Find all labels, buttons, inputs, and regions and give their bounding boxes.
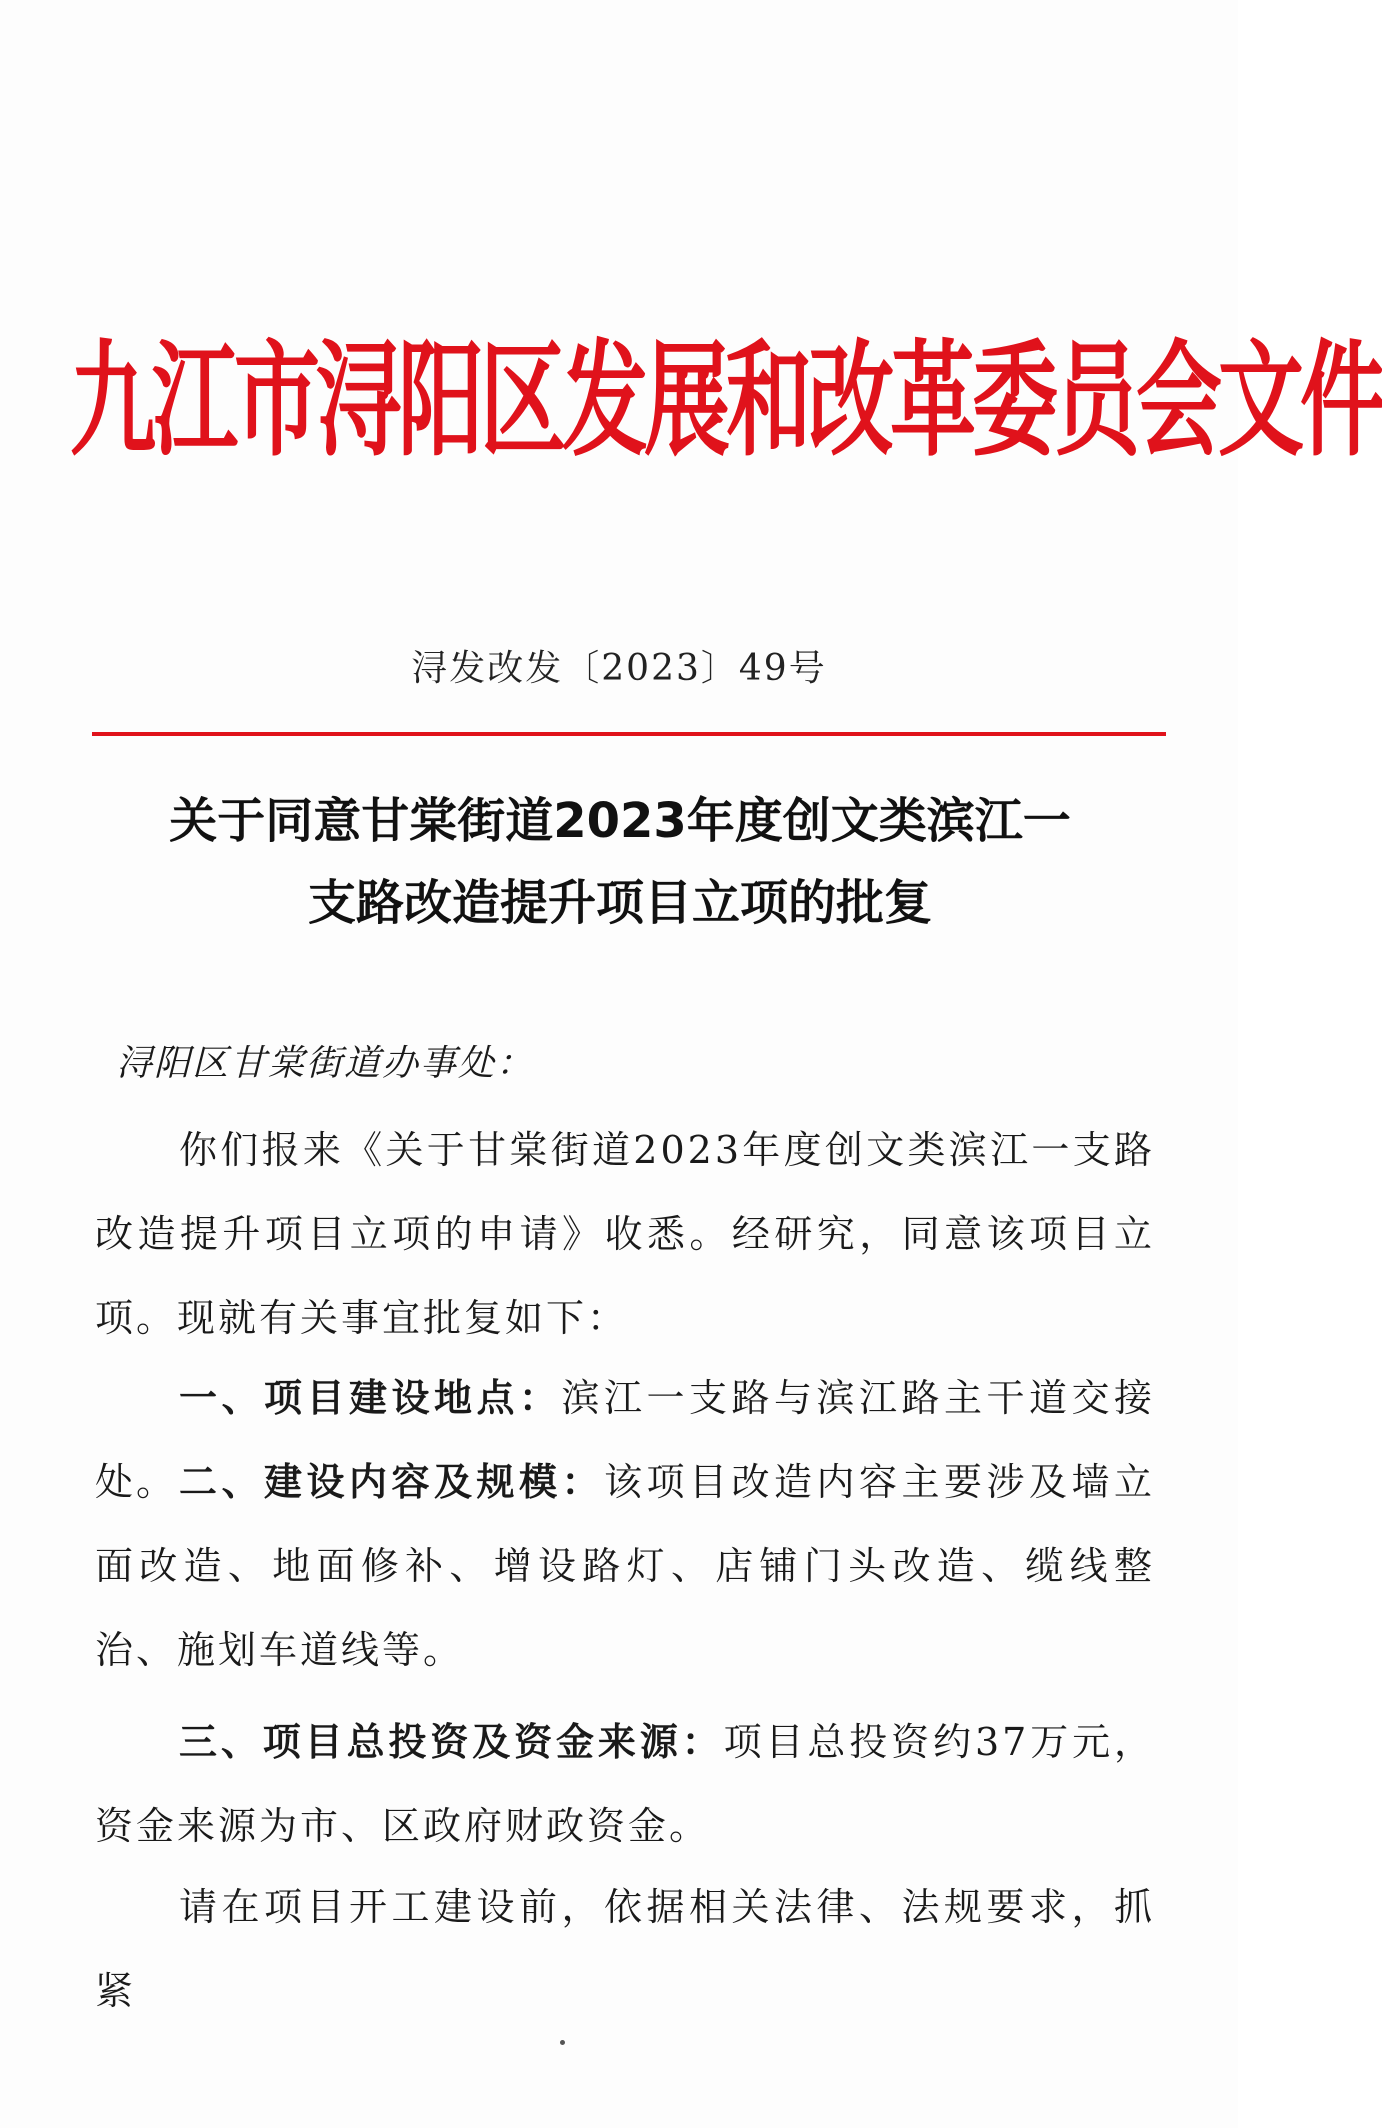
closing-paragraph: 请在项目开工建设前，依据相关法律、法规要求，抓紧 (95, 1885, 1155, 2013)
item-1-text: 滨江一支路与滨江路主干道交接处。 (95, 1376, 1155, 1504)
intro-paragraph: 你们报来《关于甘棠街道2023年度创文类滨江一支路改造提升项目立项的申请》收悉。经研究，同意该项目立项。现就有关事宜批复如下： (95, 1128, 1155, 1340)
scan-speck (560, 2040, 565, 2045)
document-title-line-1: 关于同意甘棠街道2023年度创文类滨江一 (169, 793, 1071, 849)
item-3-paragraph (95, 1700, 1155, 1868)
item-3-text: 项目总投资约37万元，资金来源为市、区政府财政资金。 (95, 1720, 1155, 1848)
red-divider-line (92, 732, 1166, 736)
item-2-heading: 二、建设内容及规模： (179, 1460, 604, 1504)
item-2-paragraph (95, 1440, 1155, 1692)
item-2-text: 该项目改造内容主要涉及墙立面改造、地面修补、增设路灯、店铺门头改造、缆线整治、施划车道线等。 (95, 1460, 1155, 1672)
document-number: 浔发改发〔2023〕49号 (411, 648, 827, 689)
masthead-title: 九江市浔阳区发展和改革委员会文件 (70, 329, 1382, 474)
item-3-heading: 三、项目总投资及资金来源： (179, 1720, 724, 1764)
document-title (90, 780, 1150, 944)
document-title-line-2: 支路改造提升项目立项的批复 (307, 875, 932, 931)
item-1-heading: 一、项目建设地点： (179, 1376, 562, 1420)
addressee: 浔阳区甘棠街道办事处： (116, 1043, 535, 1084)
